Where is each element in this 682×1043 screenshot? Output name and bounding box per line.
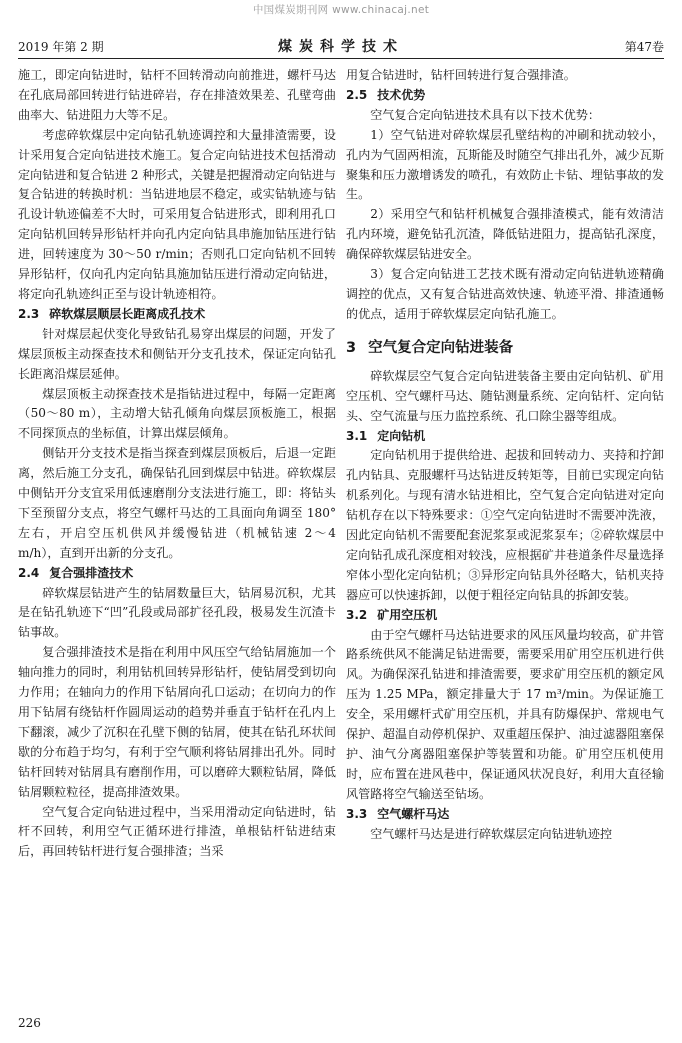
journal-title: 煤炭科学技术 [278, 39, 404, 55]
paragraph: 空气螺杆马达是进行碎软煤层定向钻进轨迹控 [370, 826, 613, 841]
paragraph: 针对煤层起伏变化导致钻孔易穿出煤层的问题，开发了煤层顶板主动探查技术和侧钻开分支孔技术，保证定向钻孔长距离沿煤层延伸。 [18, 326, 336, 381]
section-heading-3-3 [346, 805, 664, 825]
section-title: 定向钻机 [377, 428, 426, 443]
paragraph: 复合强排渣技术是指在利用中风压空气给钻屑施加一个轴向推力的同时，利用钻机回转异形钻杆，使钻屑受到切向力作用；在轴向力的作用下钻屑向孔口运动；在切向力的作用下钻屑有绕钻杆作圆周运动的趋势并垂直于钻杆在孔内上下翻滚，减少了沉积在孔壁下侧的钻屑，使其在钻孔环状间歇的分布趋于均匀，有利于空气顺利将钻屑排出孔外。同时钻杆回转对钻屑具有磨削作用，可以磨碎大颗粒钻屑，降低钻屑颗粒粒径，提高排渣效果。 [18, 645, 336, 799]
paragraph: 考虑碎软煤层中定向钻孔轨迹调控和大量排渣需要，设计采用复合定向钻进技术施工。复合定向钻进技术包括滑动定向钻进和复合钻进 2 种形式，关键是把握滑动定向钻进与复合钻进的转换时机：当钻进地层不稳定，或实钻轨迹与钻孔设计轨迹偏差不大时，可采用复合钻进形式，即利用孔口定向钻机回转异形钻杆并向孔内定向钻具串施加钻压进行钻进，回转速度为 30～50 r/min；否则孔口定向钻机不回转异形钻杆，仅向孔内定向钻具施加钻压进行滑动定向钻进，将定向孔轨迹纠正至与设计轨迹相符。 [18, 127, 336, 301]
paragraph: 空气复合定向钻进过程中，当采用滑动定向钻进时，钻杆不回转，利用空气正循环进行排渣，单根钻杆钻进结束后，再回转钻杆进行复合强排渣；当采 [18, 804, 336, 859]
section-title: 碎软煤层顺层长距离成孔技术 [49, 306, 206, 321]
paragraph: 煤层顶板主动探查技术是指钻进过程中，每隔一定距离（50～80 m），主动增大钻孔倾角向煤层顶板施工，根据不同探顶点的坐标值，计算出煤层倾角。 [18, 386, 336, 441]
section-heading-3-1 [346, 427, 664, 447]
section-title: 复合强排渣技术 [49, 565, 134, 580]
section-title: 矿用空压机 [377, 607, 438, 622]
section-title: 空气复合定向钻进装备 [368, 339, 514, 356]
page-number: 226 [18, 1016, 41, 1030]
section-heading-3-2 [346, 606, 664, 626]
section-heading-2-5 [346, 86, 664, 106]
section-number: 3.1 [346, 428, 368, 443]
section-number: 2.4 [18, 565, 40, 580]
section-number: 3.2 [346, 607, 368, 622]
paragraph: 空气复合定向钻进技术具有以下技术优势： [370, 107, 600, 122]
paragraph: 碎软煤层空气复合定向钻进装备主要由定向钻机、矿用空压机、空气螺杆马达、随钻测量系统、定向钻杆、定向钻头、空气流量与压力监控系统、孔口除尘器等组成。 [346, 368, 664, 423]
section-number: 2.5 [346, 87, 368, 102]
section-heading-2-4 [18, 564, 336, 584]
section-heading-3 [346, 337, 664, 359]
issue-label: 2019 年第 2 期 [18, 40, 104, 54]
paragraph: 3）复合定向钻进工艺技术既有滑动定向钻进轨迹精确调控的优点，又有复合钻进高效快速、轨迹平滑、排渣通畅的优点，适用于碎软煤层定向钻孔施工。 [346, 267, 664, 321]
section-heading-2-3 [18, 305, 336, 325]
section-title: 空气螺杆马达 [377, 806, 450, 821]
paragraph: 2）采用空气和钻杆机械复合强排渣模式，能有效清洁孔内环境，避免钻孔沉渣，降低钻进阻力，提高钻孔深度，确保碎软煤层钻进安全。 [346, 207, 664, 262]
section-number: 3.3 [346, 806, 368, 821]
paragraph: 侧钻开分支技术是指当探查到煤层顶板后，后退一定距离，然后施工分支孔，确保钻孔回到煤层中钻进。碎软煤层中侧钻开分支宜采用低速磨削分支法进行施工，即：将钻头下至预留分支点，将空气螺杆马达的工具面向角调至 180°左右，开启空压机供风并缓慢钻进（机械钻速 2～4 m/h），直到开出新的分支孔。 [18, 446, 336, 560]
running-head [18, 36, 664, 59]
section-number: 3 [346, 339, 357, 356]
watermark: 中国煤炭期刊网 www.chinacaj.net [252, 4, 430, 16]
paragraph: 定向钻机用于提供给进、起拔和回转动力、夹持和拧卸孔内钻具、克服螺杆马达钻进反转矩等，目前已实现定向钻机系列化。与现有清水钻进相比，空气复合定向钻进对定向钻机存在以下特殊要求：①空气定向钻进时不需要冲洗液，因此定向钻机不需要配套泥浆泵或泥浆泵车；②碎软煤层中定向钻孔成孔深度相对较浅，应根据矿井巷道条件尽量选择窄体小型化定向钻机；③异形定向钻具外径略大，钻机夹持器应可以快速拆卸，以便于粗径定向钻具的拆卸安装。 [346, 448, 664, 602]
right-column [346, 66, 664, 845]
paragraph: 由于空气螺杆马达钻进要求的风压风量均较高，矿井管路系统供风不能满足钻进需要，需要采用矿用空压机进行供风。为确保深孔钻进和排渣需要，要求矿用空压机的额定风压为 1.25 MPa，额定排量大于 17 m³/min。为保证施工安全，采用螺杆式矿用空压机，并具有防爆保护、常规电气保护、超温自动停机保护、双重超压保护、油过滤器阻塞保护、油气分离器阻塞保护等装置和功能。矿用空压机使用时，应布置在进风巷中，保证通风状况良好，利用大直径输风管路将空气输送至钻场。 [346, 627, 664, 801]
volume-label: 第47卷 [624, 40, 664, 54]
paragraph: 1）空气钻进对碎软煤层孔壁结构的冲刷和扰动较小，孔内为气固两相流，瓦斯能及时随空气排出孔外，减少瓦斯聚集和压力激增诱发的喷孔，有效防止卡钻、埋钻事故的发生。 [346, 127, 664, 202]
paragraph: 施工，即定向钻进时，钻杆不回转滑动向前推进，螺杆马达在孔底局部回转进行钻进碎岩，存在排渣效果差、孔壁弯曲曲率大、钻进阻力大等不足。 [18, 68, 336, 122]
section-title: 技术优势 [377, 87, 426, 102]
left-column [18, 66, 336, 862]
paragraph: 用复合钻进时，钻杆回转进行复合强排渣。 [346, 68, 576, 82]
paragraph: 碎软煤层钻进产生的钻屑数量巨大，钻屑易沉积，尤其是在钻孔轨迹下“凹”孔段或局部扩径孔段，极易发生沉渣卡钻事故。 [18, 585, 336, 640]
section-number: 2.3 [18, 306, 40, 321]
